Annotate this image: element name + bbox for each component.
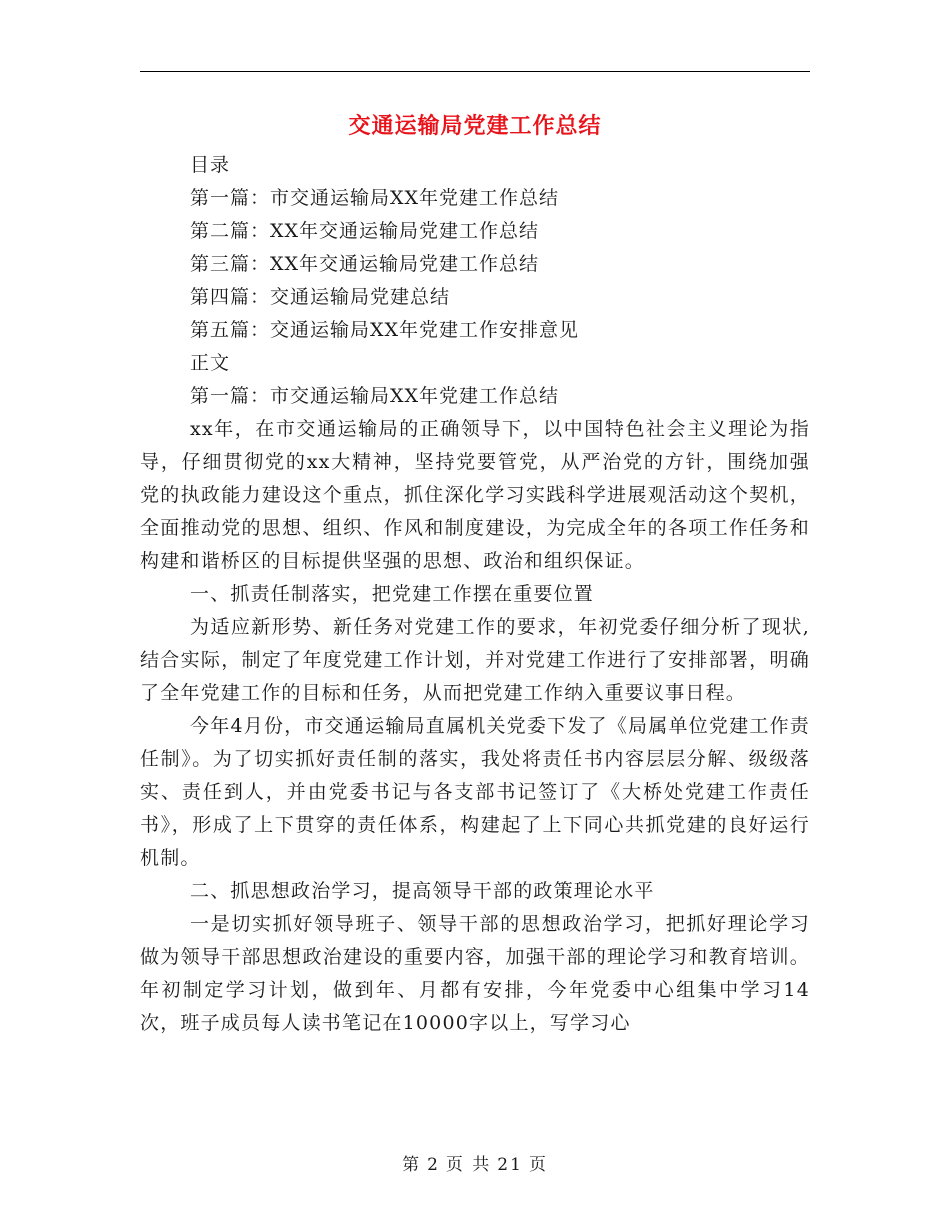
document-body [140,149,810,1040]
page-number: 2 [427,1155,440,1175]
toc-item-1: 第一篇：市交通运输局XX年党建工作总结 [190,187,560,209]
paragraph-section-1b: 今年4月份，市交通运输局直属机关党委下发了《局属单位党建工作责任制》。为了切实抓好责任制的落实，我处将责任书内容层层分解、级级落实、责任到人，并由党委书记与各支部书记签订了《大桥处党建工作责任书》，形成了上下贯穿的责任体系，构建起了上下同心共抓党建的良好运行机制。 [140,715,810,869]
toc-item-3: 第三篇：XX年交通运输局党建工作总结 [190,253,540,275]
toc-item-2: 第二篇：XX年交通运输局党建工作总结 [190,220,540,242]
paragraph-section-1a: 为适应新形势、新任务对党建工作的要求，年初党委仔细分析了现状,结合实际，制定了年度党建工作计划，并对党建工作进行了安排部署，明确了全年党建工作的目标和任务，从而把党建工作纳入重要议事日程。 [140,616,810,704]
document-title: 交通运输局党建工作总结 [348,113,602,139]
toc-heading: 目录 [190,154,231,176]
page-total: 21 [497,1155,523,1175]
header-rule [140,71,810,72]
page-middle: 页 共 [445,1155,492,1175]
paragraph-section-2a: 一是切实抓好领导班子、领导干部的思想政治学习，把抓好理论学习做为领导干部思想政治建设的重要内容，加强干部的理论学习和教育培训。年初制定学习计划，做到年、月都有安排，今年党委中心组集中学习14次，班子成员每人读书笔记在10000字以上，写学习心 [140,913,810,1034]
page-footer [140,1153,810,1177]
section-heading-2: 二、抓思想政治学习，提高领导干部的政策理论水平 [190,880,655,902]
page-prefix: 第 [402,1155,422,1175]
paragraph-intro: xx年，在市交通运输局的正确领导下，以中国特色社会主义理论为指导，仔细贯彻党的xx大精神，坚持党要管党，从严治党的方针，围绕加强党的执政能力建设这个重点，抓住深化学习实践科学进展观活动这个契机，全面推动党的思想、组织、作风和制度建设，为完成全年的各项工作任务和构建和谐桥区的目标提供坚强的思想、政治和组织保证。 [140,418,810,572]
page-suffix: 页 [528,1155,548,1175]
toc-item-5: 第五篇：交通运输局XX年党建工作安排意见 [190,319,580,341]
section-heading-1: 一、抓责任制落实，把党建工作摆在重要位置 [190,583,595,605]
toc-item-4: 第四篇：交通运输局党建总结 [190,286,451,308]
body-heading: 正文 [190,352,231,374]
chapter-heading: 第一篇：市交通运输局XX年党建工作总结 [190,385,560,407]
